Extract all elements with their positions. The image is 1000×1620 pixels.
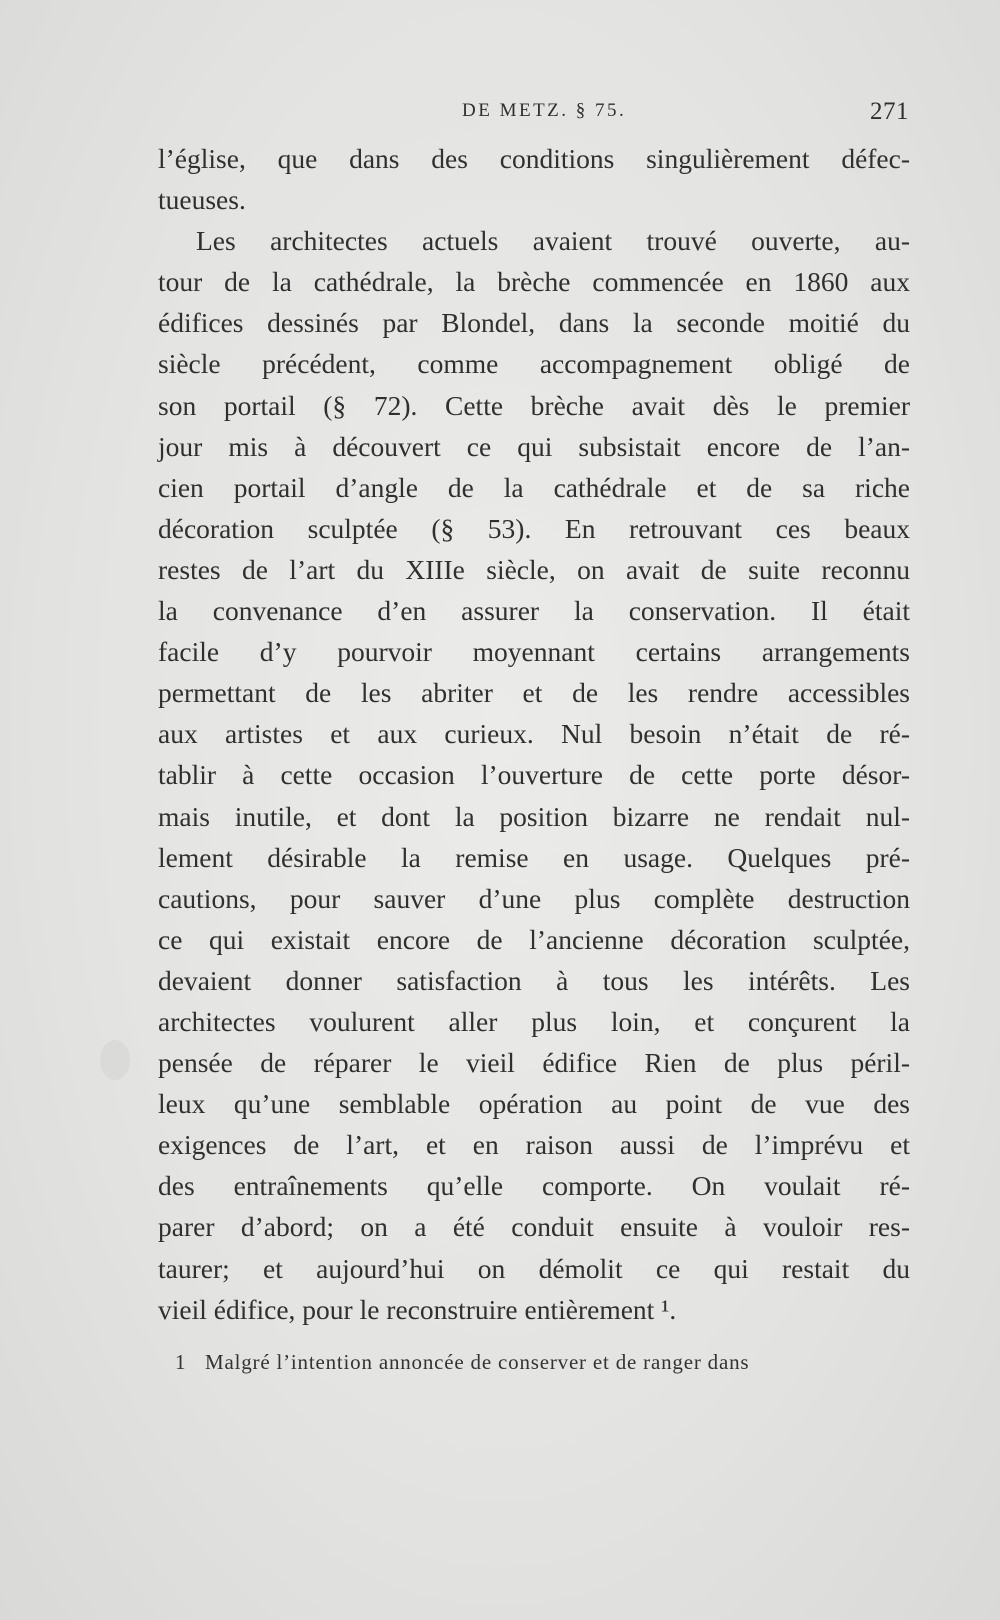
text-line: la convenance d’en assurer la conservation. Il était: [158, 595, 910, 627]
text-line: des entraînements qu’elle comporte. On voulait ré-: [158, 1170, 910, 1202]
text-line: édifices dessinés par Blondel, dans la seconde moitié du: [158, 307, 910, 339]
body-text: [158, 138, 910, 1330]
text-line: Les architectes actuels avaient trouvé ouverte, au-: [196, 225, 910, 257]
footnote-text: Malgré l’intention annoncée de conserver et de ranger dans: [205, 1350, 750, 1374]
text-line: restes de l’art du XIIIe siècle, on avait de suite reconnu: [158, 553, 910, 585]
text-line: mais inutile, et dont la position bizarre ne rendait nul-: [158, 800, 910, 832]
page-number: 271: [870, 98, 909, 125]
ink-stain: [100, 1040, 130, 1080]
text-line: devaient donner satisfaction à tous les intérêts. Les: [158, 964, 910, 996]
text-line: architectes voulurent aller plus loin, et conçurent la: [158, 1005, 910, 1037]
text-line: taurer; et aujourd’hui on démolit ce qui restait du: [158, 1252, 910, 1284]
text-line: vieil édifice, pour le reconstruire entièrement ¹.: [158, 1293, 677, 1325]
text-line: siècle précédent, comme accompagnement obligé de: [158, 348, 910, 380]
text-line: jour mis à découvert ce qui subsistait encore de l’an-: [158, 430, 910, 462]
footnote-marker: 1: [175, 1350, 187, 1374]
text-line: leux qu’une semblable opération au point de vue des: [158, 1088, 910, 1120]
text-line: décoration sculptée (§ 53). En retrouvant ces beaux: [158, 512, 910, 544]
text-line: lement désirable la remise en usage. Quelques pré-: [158, 841, 910, 873]
text-line: permettant de les abriter et de les rendre accessibles: [158, 677, 910, 709]
text-line: exigences de l’art, et en raison aussi de l’imprévu et: [158, 1129, 910, 1161]
running-head: DE METZ. § 75.: [462, 100, 627, 121]
text-line: tueuses.: [158, 184, 246, 216]
text-line: tablir à cette occasion l’ouverture de cette porte désor-: [158, 759, 910, 791]
text-line: l’église, que dans des conditions singulièrement défec-: [158, 143, 910, 174]
text-line: cautions, pour sauver d’une plus complète destruction: [158, 882, 910, 914]
text-line: pensée de réparer le vieil édifice Rien de plus péril-: [158, 1047, 910, 1079]
footnote: [175, 1350, 905, 1375]
page-header: [0, 92, 1000, 132]
text-line: son portail (§ 72). Cette brèche avait dès le premier: [158, 389, 910, 421]
text-line: tour de la cathédrale, la brèche commencée en 1860 aux: [158, 266, 910, 298]
text-line: cien portail d’angle de la cathédrale et de sa riche: [158, 471, 910, 503]
text-line: facile d’y pourvoir moyennant certains arrangements: [158, 636, 910, 668]
text-line: parer d’abord; on a été conduit ensuite à vouloir res-: [158, 1211, 910, 1243]
text-line: ce qui existait encore de l’ancienne décoration sculptée,: [158, 923, 910, 955]
text-line: aux artistes et aux curieux. Nul besoin n’était de ré-: [158, 718, 910, 750]
